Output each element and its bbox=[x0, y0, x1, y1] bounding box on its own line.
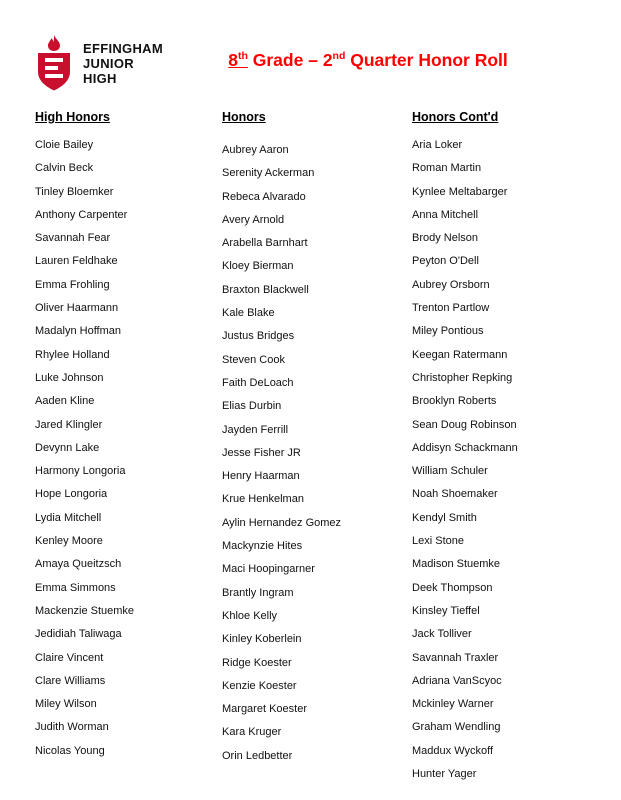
student-name: Rebeca Alvarado bbox=[222, 190, 306, 203]
student-name: Tinley Bloemker bbox=[35, 185, 114, 198]
student-name: Judith Worman bbox=[35, 721, 109, 734]
student-name: Mckinley Warner bbox=[412, 698, 494, 711]
student-name: Nicolas Young bbox=[35, 744, 105, 757]
student-name: Aubrey Aaron bbox=[222, 144, 289, 156]
student-name: Anna Mitchell bbox=[412, 208, 479, 221]
school-name-line: EFFINGHAM bbox=[83, 40, 163, 56]
student-name: Kale Blake bbox=[222, 307, 275, 320]
student-name: Maci Hoopingarner bbox=[222, 563, 315, 576]
student-name: Kenzie Koester bbox=[222, 679, 297, 692]
student-name: Faith DeLoach bbox=[222, 376, 294, 389]
student-name: Aubrey Orsborn bbox=[412, 278, 490, 291]
student-name: Mackenzie Stuemke bbox=[35, 604, 135, 617]
student-name: Harmony Longoria bbox=[35, 465, 126, 478]
student-name: William Schuler bbox=[412, 465, 488, 478]
student-name: Elias Durbin bbox=[222, 400, 282, 413]
flame-shield-icon bbox=[33, 34, 75, 92]
student-name: Savannah Fear bbox=[35, 232, 111, 245]
student-name: Aaden Kline bbox=[35, 395, 95, 408]
student-name: Emma Simmons bbox=[35, 581, 116, 594]
student-name: Devynn Lake bbox=[35, 441, 100, 454]
quarter-ordinal-group: 2nd bbox=[322, 50, 346, 70]
student-name: Kloey Bierman bbox=[222, 260, 294, 273]
student-name: Adriana VanScyoc bbox=[412, 674, 502, 687]
grade-ordinal-group: 8th bbox=[228, 50, 248, 70]
student-name: Ridge Koester bbox=[222, 656, 292, 669]
student-name: Brantly Ingram bbox=[222, 586, 294, 599]
name-list bbox=[412, 134, 621, 786]
student-name: Serenity Ackerman bbox=[222, 167, 315, 180]
student-name: Krue Henkelman bbox=[222, 493, 304, 506]
page-title: 8th Grade – 2nd Quarter Honor Roll bbox=[228, 50, 508, 70]
student-name: Trenton Partlow bbox=[412, 302, 490, 315]
student-name: Hope Longoria bbox=[35, 488, 108, 501]
school-name-line: JUNIOR bbox=[83, 55, 134, 71]
student-name: Addisyn Schackmann bbox=[412, 441, 518, 454]
student-name: Lauren Feldhake bbox=[35, 255, 118, 268]
column-honors bbox=[222, 109, 412, 786]
title-wrap bbox=[163, 50, 573, 71]
student-name: Peyton O'Dell bbox=[412, 255, 479, 268]
student-name: Keegan Ratermann bbox=[412, 348, 508, 361]
student-name: Kinley Koberlein bbox=[222, 633, 302, 646]
student-name: Rhylee Holland bbox=[35, 348, 110, 361]
name-list bbox=[222, 134, 412, 768]
student-name: Kinsley Tieffel bbox=[412, 604, 480, 617]
student-name: Miley Wilson bbox=[35, 698, 97, 711]
school-name bbox=[83, 41, 163, 86]
student-name: Oliver Haarmann bbox=[35, 302, 119, 315]
student-name: Orin Ledbetter bbox=[222, 749, 293, 762]
page-header bbox=[0, 0, 621, 92]
student-name: Henry Haarman bbox=[222, 470, 300, 483]
student-name: Khloe Kelly bbox=[222, 609, 278, 622]
student-name: Claire Vincent bbox=[35, 651, 104, 664]
student-name: Steven Cook bbox=[222, 353, 285, 366]
student-name: Roman Martin bbox=[412, 162, 482, 175]
student-name: Jared Klingler bbox=[35, 418, 103, 431]
student-name: Luke Johnson bbox=[35, 371, 104, 384]
student-name: Calvin Beck bbox=[35, 162, 94, 175]
column-heading: High Honors bbox=[35, 110, 110, 124]
student-name: Kendyl Smith bbox=[412, 511, 477, 524]
student-name: Hunter Yager bbox=[412, 768, 477, 781]
student-name: Amaya Queitzsch bbox=[35, 558, 122, 571]
student-name: Aylin Hernandez Gomez bbox=[222, 516, 342, 529]
student-name: Savannah Traxler bbox=[412, 651, 499, 664]
honor-roll-columns bbox=[0, 109, 621, 786]
student-name: Jesse Fisher JR bbox=[222, 446, 301, 459]
student-name: Madalyn Hoffman bbox=[35, 325, 122, 338]
student-name: Arabella Barnhart bbox=[222, 237, 308, 250]
student-name: Aria Loker bbox=[412, 139, 463, 151]
student-name: Maddux Wyckoff bbox=[412, 744, 494, 757]
student-name: Kenley Moore bbox=[35, 535, 103, 548]
student-name: Margaret Koester bbox=[222, 703, 307, 716]
school-logo bbox=[33, 34, 163, 92]
student-name: Emma Frohling bbox=[35, 278, 110, 291]
student-name: Noah Shoemaker bbox=[412, 488, 498, 501]
student-name: Avery Arnold bbox=[222, 213, 285, 226]
student-name: Deek Thompson bbox=[412, 581, 493, 594]
student-name: Jack Tolliver bbox=[412, 628, 472, 641]
student-name: Mackynzie Hites bbox=[222, 540, 303, 553]
student-name: Lexi Stone bbox=[412, 535, 464, 548]
name-list bbox=[35, 134, 222, 763]
student-name: Kynlee Meltabarger bbox=[412, 185, 508, 198]
student-name: Sean Doug Robinson bbox=[412, 418, 517, 431]
column-heading: Honors bbox=[222, 110, 266, 124]
student-name: Anthony Carpenter bbox=[35, 208, 128, 221]
student-name: Cloie Bailey bbox=[35, 139, 94, 151]
student-name: Brooklyn Roberts bbox=[412, 395, 497, 408]
student-name: Braxton Blackwell bbox=[222, 283, 309, 296]
student-name: Madison Stuemke bbox=[412, 558, 501, 571]
column-high-honors bbox=[35, 109, 222, 786]
student-name: Jayden Ferrill bbox=[222, 423, 289, 436]
student-name: Clare Williams bbox=[35, 674, 106, 687]
column-heading: Honors Cont'd bbox=[412, 110, 499, 124]
student-name: Graham Wendling bbox=[412, 721, 501, 734]
column-honors-cont-d bbox=[412, 109, 621, 786]
student-name: Justus Bridges bbox=[222, 330, 295, 343]
school-name-line: HIGH bbox=[83, 70, 117, 86]
student-name: Brody Nelson bbox=[412, 232, 479, 245]
student-name: Lydia Mitchell bbox=[35, 511, 102, 524]
student-name: Miley Pontious bbox=[412, 325, 484, 338]
student-name: Kara Kruger bbox=[222, 726, 282, 739]
student-name: Jedidiah Taliwaga bbox=[35, 628, 122, 641]
student-name: Christopher Repking bbox=[412, 371, 513, 384]
